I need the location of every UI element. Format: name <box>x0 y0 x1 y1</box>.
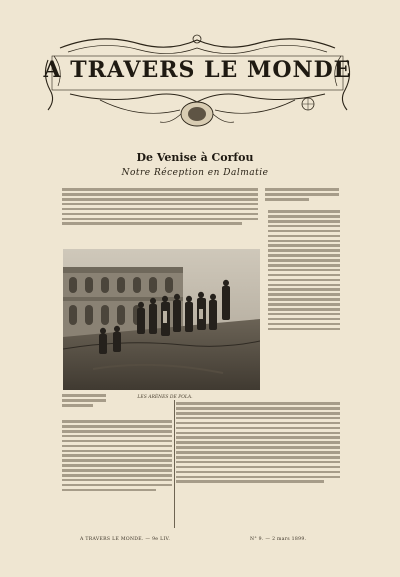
masthead <box>40 30 355 132</box>
masthead-title: A TRAVERS LE MONDE <box>43 57 352 83</box>
left-column-top <box>62 186 258 248</box>
article-title: De Venise à Corfou <box>136 151 254 164</box>
right-column-bottom <box>176 400 340 528</box>
left-column-bottom <box>62 418 172 528</box>
footer-left: A TRAVERS LE MONDE. — 9e LIV. <box>80 537 171 542</box>
right-column-top <box>265 186 339 206</box>
left-column-narrow <box>62 392 106 416</box>
column-divider <box>174 400 175 528</box>
footer-right: N° 9. — 2 mars 1899. <box>250 537 307 542</box>
article-photograph <box>63 249 260 390</box>
photo-caption: LES ARÈNES DE POLA. <box>137 395 193 400</box>
right-column-narrow <box>268 208 340 390</box>
article-subtitle: Notre Réception en Dalmatie <box>121 168 269 178</box>
